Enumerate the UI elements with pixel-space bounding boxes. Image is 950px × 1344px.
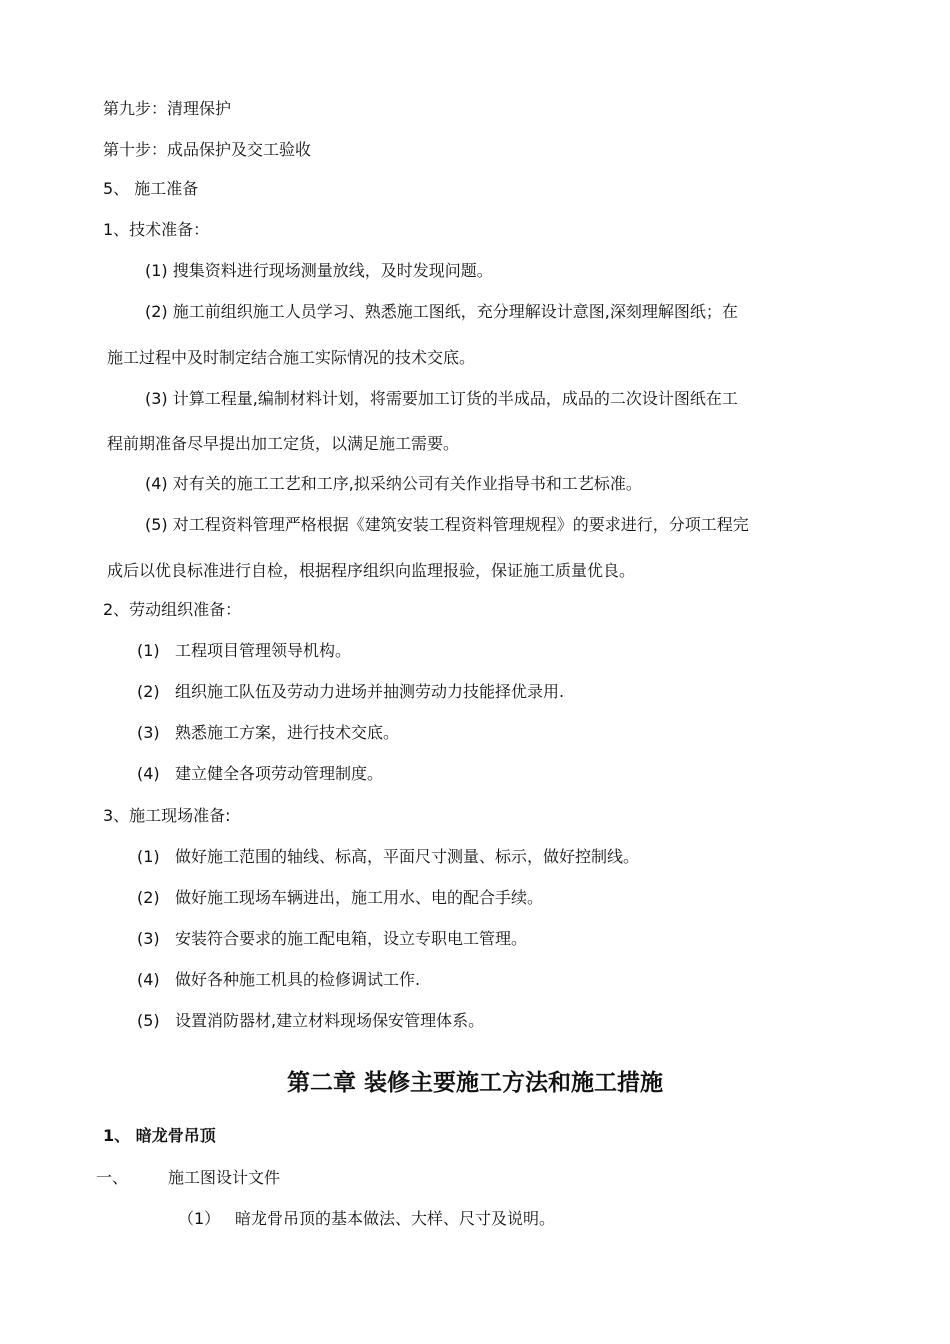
step9-line: 第九步：清理保护 <box>103 99 232 118</box>
section-heading-prep: 5、 施工准备 <box>103 179 199 198</box>
step10-line: 第十步：成品保护及交工验收 <box>103 140 312 159</box>
site-item-number-1: (1) <box>137 847 160 866</box>
site-item-text-4: 做好各种施工机具的检修调试工作. <box>175 970 421 989</box>
tech-item-1: (1) 搜集资料进行现场测量放线，及时发现问题。 <box>145 261 493 280</box>
labor-item-number-3: (3) <box>137 723 160 742</box>
site-prep-heading: 3、施工现场准备: <box>103 806 231 825</box>
section-heading-ceiling: 1、 暗龙骨吊顶 <box>103 1126 216 1145</box>
site-item-number-5: (5) <box>137 1011 160 1030</box>
sub-item-text: 暗龙骨吊顶的基本做法、大样、尺寸及说明。 <box>235 1209 556 1228</box>
tech-item-2-line2: 施工过程中及时制定结合施工实际情况的技术交底。 <box>107 348 476 367</box>
tech-item-5-line2: 成后以优良标准进行自检，根据程序组织向监理报验，保证施工质量优良。 <box>107 561 636 580</box>
site-item-text-1: 做好施工范围的轴线、标高，平面尺寸测量、标示，做好控制线。 <box>175 847 640 866</box>
labor-item-text-1: 工程项目管理领导机构。 <box>175 641 352 660</box>
tech-item-3-line2: 程前期准备尽早提出加工定货，以满足施工需要。 <box>107 434 460 453</box>
sub-item-marker: （1） <box>178 1209 221 1228</box>
site-item-text-2: 做好施工现场车辆进出，施工用水、电的配合手续。 <box>175 888 544 907</box>
chapter-title: 第二章 装修主要施工方法和施工措施 <box>286 1070 663 1096</box>
site-item-number-2: (2) <box>137 888 160 907</box>
labor-item-number-2: (2) <box>137 682 160 701</box>
tech-item-4: (4) 对有关的施工工艺和工序,拟采纳公司有关作业指导书和工艺标准。 <box>145 474 642 493</box>
site-item-text-3: 安装符合要求的施工配电箱，设立专职电工管理。 <box>175 929 528 948</box>
tech-item-5-line1: (5) 对工程资料管理严格根据《建筑安装工程资料管理规程》的要求进行，分项工程完 <box>145 515 749 534</box>
tech-prep-heading: 1、技术准备： <box>103 220 210 239</box>
labor-item-number-4: (4) <box>137 764 160 783</box>
sub-heading-text: 施工图设计文件 <box>168 1168 281 1187</box>
labor-prep-heading: 2、劳动组织准备： <box>103 600 242 619</box>
site-item-text-5: 设置消防器材,建立材料现场保安管理体系。 <box>175 1011 485 1030</box>
sub-heading-marker: 一、 <box>96 1168 129 1187</box>
site-item-number-4: (4) <box>137 970 160 989</box>
tech-item-2-line1: (2) 施工前组织施工人员学习、熟悉施工图纸，充分理解设计意图,深刻理解图纸；在 <box>145 302 738 321</box>
site-item-number-3: (3) <box>137 929 160 948</box>
labor-item-text-2: 组织施工队伍及劳动力进场并抽测劳动力技能择优录用. <box>175 682 565 701</box>
labor-item-text-4: 建立健全各项劳动管理制度。 <box>175 764 384 783</box>
labor-item-number-1: (1) <box>137 641 160 660</box>
tech-item-3-line1: (3) 计算工程量,编制材料计划，将需要加工订货的半成品，成品的二次设计图纸在工 <box>145 389 738 408</box>
labor-item-text-3: 熟悉施工方案，进行技术交底。 <box>175 723 400 742</box>
